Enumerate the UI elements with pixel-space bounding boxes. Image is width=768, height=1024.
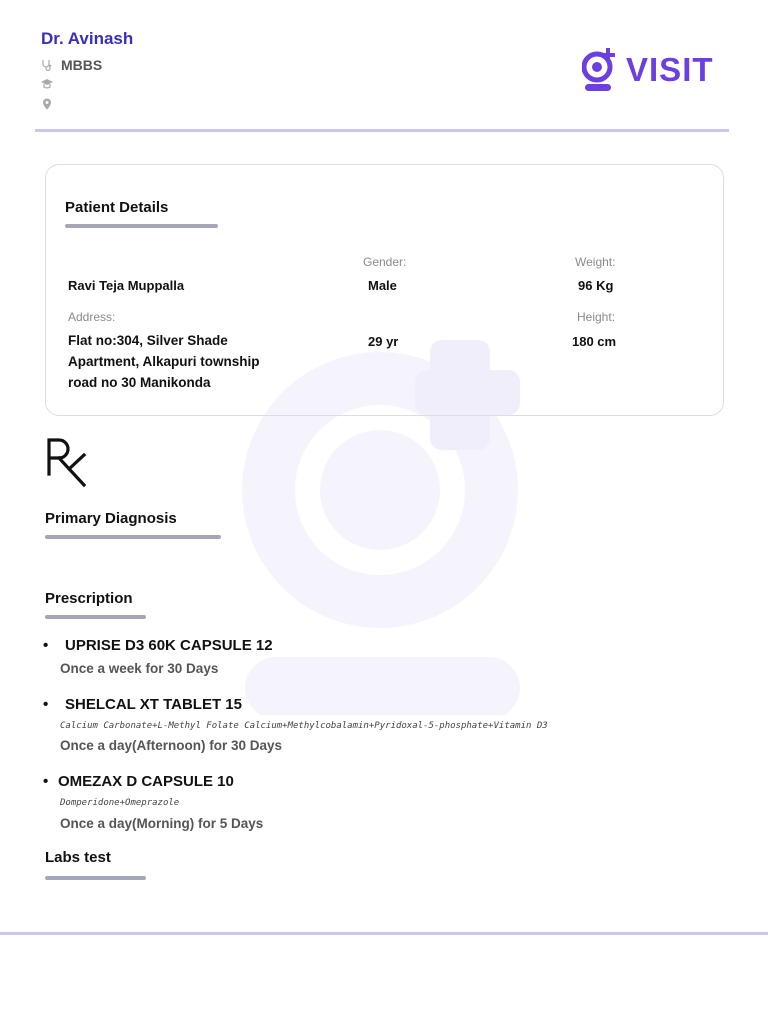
visit-logo-text: VISIT (626, 51, 714, 88)
gender-value: Male (368, 278, 397, 293)
address-line-1: Flat no:304, Silver Shade (68, 333, 228, 348)
address-value (68, 330, 288, 393)
labs-test-underline (45, 876, 146, 880)
medicine-dosage: Once a day(Morning) for 5 Days (60, 816, 264, 831)
prescription-underline (45, 615, 146, 619)
weight-value: 96 Kg (578, 278, 614, 293)
height-label: Height: (577, 310, 616, 324)
stethoscope-icon (41, 59, 53, 71)
visit-logo (582, 47, 714, 93)
age-value: 29 yr (368, 334, 399, 349)
address-label: Address: (68, 310, 116, 324)
list-bullet: • (43, 696, 49, 713)
medicine-name: SHELCAL XT TABLET 15 (65, 696, 242, 713)
medicine-dosage: Once a day(Afternoon) for 30 Days (60, 738, 283, 753)
list-bullet: • (43, 773, 49, 790)
gender-label: Gender: (363, 255, 407, 269)
medicine-dosage: Once a week for 30 Days (60, 661, 219, 676)
address-line-3: road no 30 Manikonda (68, 375, 211, 390)
visit-logo-icon (582, 47, 618, 93)
doctor-name: Dr. Avinash (41, 29, 134, 48)
footer-divider (0, 932, 768, 935)
graduation-cap-icon (41, 78, 53, 90)
map-pin-icon (41, 98, 53, 110)
labs-test-title: Labs test (45, 849, 111, 866)
medicine-name: OMEZAX D CAPSULE 10 (58, 773, 234, 790)
height-value: 180 cm (572, 334, 617, 349)
location-row (41, 98, 61, 110)
qualification-row (41, 57, 102, 73)
qualification-text: MBBS (61, 57, 103, 73)
primary-diagnosis-title: Primary Diagnosis (45, 510, 177, 527)
rx-icon (46, 438, 90, 488)
patient-details-title: Patient Details (65, 199, 169, 216)
patient-name: Ravi Teja Muppalla (68, 278, 185, 293)
primary-diagnosis-underline (45, 535, 221, 539)
weight-label: Weight: (575, 255, 616, 269)
address-line-2: Apartment, Alkapuri township (68, 354, 260, 369)
medicine-name: UPRISE D3 60K CAPSULE 12 (65, 637, 273, 654)
patient-details-underline (65, 224, 218, 228)
prescription-title: Prescription (45, 590, 133, 607)
education-row (41, 78, 61, 90)
list-bullet: • (43, 637, 49, 654)
medicine-composition: Calcium Carbonate+L-Methyl Folate Calcium+Methylcobalamin+Pyridoxal-5-phosphate+Vitamin D3 (60, 721, 548, 731)
header-divider (35, 129, 729, 132)
medicine-composition: Domperidone+Omeprazole (60, 798, 180, 808)
